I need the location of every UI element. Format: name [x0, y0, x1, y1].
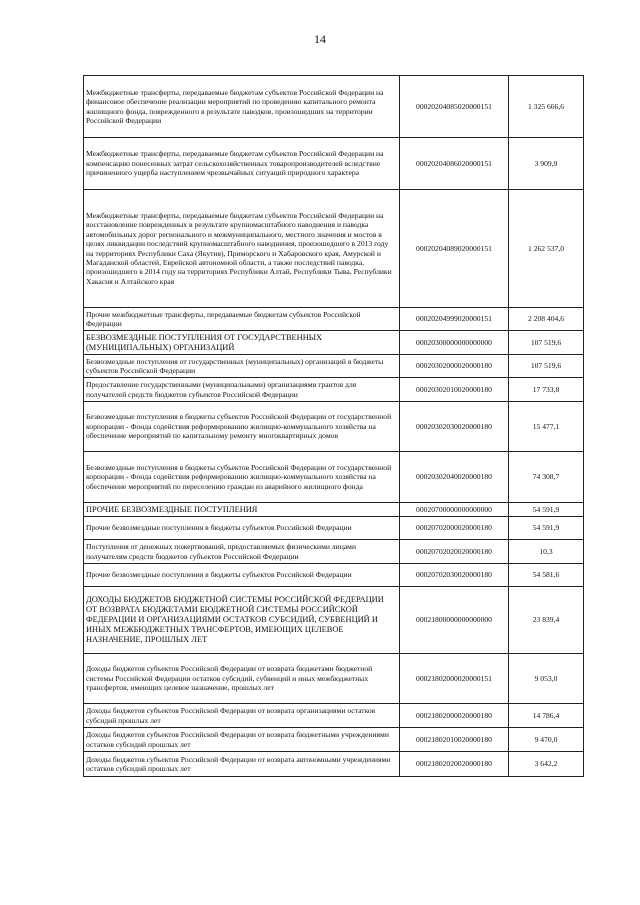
- table-row: [84, 654, 584, 704]
- row-amount: 1 262 537,0: [509, 190, 584, 308]
- row-code: 00020302030020000180: [400, 402, 509, 452]
- row-code: 00020702020020000180: [400, 540, 509, 564]
- row-code: 00021802020020000180: [400, 752, 509, 777]
- row-code: 00020702030020000180: [400, 564, 509, 587]
- table-body: [84, 76, 584, 777]
- row-amount: 9 470,0: [509, 728, 584, 752]
- row-code: 00021802010020000180: [400, 728, 509, 752]
- page-number: 14: [314, 32, 326, 46]
- row-code: 00021802000020000151: [400, 654, 509, 704]
- row-amount: 107 519,6: [509, 331, 584, 355]
- table-row: [84, 331, 584, 355]
- table-row: [84, 308, 584, 331]
- row-description: Поступления от денежных пожертвований, предоставляемых физическими лицами получателям средств бюджетов субъектов Российской Федерации: [84, 540, 400, 564]
- row-description: Доходы бюджетов субъектов Российской Федерации от возврата бюджетными учреждениями остатков субсидий прошлых лет: [84, 728, 400, 752]
- row-description: Безвозмездные поступления в бюджеты субъектов Российской Федерации от государственной корпорации - Фонда содействия реформированию жилищно-коммунального хозяйства на обеспечение мероприятий по переселению граждан из аварийного жилищного фонда: [84, 452, 400, 503]
- table-row: [84, 76, 584, 138]
- table-row: [84, 452, 584, 503]
- table-row: [84, 728, 584, 752]
- row-description: Межбюджетные трансферты, передаваемые бюджетам субъектов Российской Федерации на восстановление поврежденных в результате крупномасштабного наводнения и паводка автомобильных дорог регионального и межмуниципального, местного значения и мостов в целях ликвидации последствий крупномасштабного наводнения, произошедшего в 2013 году на территориях Республики Саха (Якутия), Приморского и Хабаровского края, Амурской и Магаданской областей, Еврейской автономной области, а также последствий паводка, произошедшего в 2014 году на территориях Республики Алтай, Республики Тыва, Республики Хакасия и Алтайского края: [84, 190, 400, 308]
- row-amount: 3 642,2: [509, 752, 584, 777]
- row-code: 00020700000000000000: [400, 503, 509, 517]
- row-description: Межбюджетные трансферты, передаваемые бюджетам субъектов Российской Федерации на финансовое обеспечение реализации мероприятий по проведению капитального ремонта жилищного фонда, поврежденного в результате паводков, произошедших на территории Российской Федерации: [84, 76, 400, 138]
- row-description: Прочие безвозмездные поступления в бюджеты субъектов Российской Федерации: [84, 564, 400, 587]
- row-amount: 15 477,1: [509, 402, 584, 452]
- table-row: [84, 355, 584, 378]
- row-code: 00020204089020000151: [400, 190, 509, 308]
- table-row: [84, 503, 584, 517]
- row-amount: 74 308,7: [509, 452, 584, 503]
- row-code: 00021802000020000180: [400, 704, 509, 728]
- row-description: Межбюджетные трансферты, передаваемые бюджетам субъектов Российской Федерации на компенсацию понесенных затрат сельскохозяйственных товаропроизводителей вследствие причиненного ущерба наступлением чрезвычайных ситуаций природного характера: [84, 138, 400, 190]
- row-description: БЕЗВОЗМЕЗДНЫЕ ПОСТУПЛЕНИЯ ОТ ГОСУДАРСТВЕННЫХ (МУНИЦИПАЛЬНЫХ) ОРГАНИЗАЦИЙ: [84, 331, 400, 355]
- row-code: 00020302040020000180: [400, 452, 509, 503]
- table-row: [84, 540, 584, 564]
- row-code: 00021800000000000000: [400, 587, 509, 654]
- row-amount: 107 519,6: [509, 355, 584, 378]
- row-description: Доходы бюджетов субъектов Российской Федерации от возврата организациями остатков субсидий прошлых лет: [84, 704, 400, 728]
- row-code: 00020204085020000151: [400, 76, 509, 138]
- row-amount: 9 053,0: [509, 654, 584, 704]
- row-amount: 23 839,4: [509, 587, 584, 654]
- table-row: [84, 138, 584, 190]
- row-amount: 54 591,9: [509, 503, 584, 517]
- table-row: [84, 704, 584, 728]
- row-description: ДОХОДЫ БЮДЖЕТОВ БЮДЖЕТНОЙ СИСТЕМЫ РОССИЙСКОЙ ФЕДЕРАЦИИ ОТ ВОЗВРАТА БЮДЖЕТАМИ БЮДЖЕТНОЙ СИСТЕМЫ РОССИЙСКОЙ ФЕДЕРАЦИИ И ОРГАНИЗАЦИЯМИ ОСТАТКОВ СУБСИДИЙ, СУБВЕНЦИЙ И ИНЫХ МЕЖБЮДЖЕТНЫХ ТРАНСФЕРТОВ, ИМЕЮЩИХ ЦЕЛЕВОЕ НАЗНАЧЕНИЕ, ПРОШЛЫХ ЛЕТ: [84, 587, 400, 654]
- row-code: 00020302000020000180: [400, 355, 509, 378]
- row-code: 00020204086020000151: [400, 138, 509, 190]
- row-amount: 54 581,6: [509, 564, 584, 587]
- row-code: 00020702000020000180: [400, 517, 509, 540]
- row-code: 00020300000000000000: [400, 331, 509, 355]
- table-row: [84, 378, 584, 402]
- row-description: ПРОЧИЕ БЕЗВОЗМЕЗДНЫЕ ПОСТУПЛЕНИЯ: [84, 503, 400, 517]
- row-amount: 3 909,9: [509, 138, 584, 190]
- row-description: Безвозмездные поступления в бюджеты субъектов Российской Федерации от государственной корпорации - Фонда содействия реформированию жилищно-коммунального хозяйства на обеспечение мероприятий по капитальному ремонту многоквартирных домов: [84, 402, 400, 452]
- row-description: Прочие безвозмездные поступления в бюджеты субъектов Российской Федерации: [84, 517, 400, 540]
- row-amount: 1 325 666,6: [509, 76, 584, 138]
- row-amount: 10,3: [509, 540, 584, 564]
- table-row: [84, 190, 584, 308]
- table-row: [84, 402, 584, 452]
- row-amount: 2 208 404,6: [509, 308, 584, 331]
- row-description: Доходы бюджетов субъектов Российской Федерации от возврата автономными учреждениями остатков субсидий прошлых лет: [84, 752, 400, 777]
- row-amount: 17 733,8: [509, 378, 584, 402]
- revenue-table: [83, 75, 584, 777]
- table-row: [84, 517, 584, 540]
- row-description: Доходы бюджетов субъектов Российской Федерации от возврата бюджетами бюджетной системы Российской Федерации остатков субсидий, субвенций и иных межбюджетных трансфертов, имеющих целевое назначение, прошлых лет: [84, 654, 400, 704]
- row-description: Прочие межбюджетные трансферты, передаваемые бюджетам субъектов Российской Федерации: [84, 308, 400, 331]
- table-row: [84, 752, 584, 777]
- row-description: Предоставление государственными (муниципальными) организациями грантов для получателей средств бюджетов субъектов Российской Федерации: [84, 378, 400, 402]
- row-code: 00020302010020000180: [400, 378, 509, 402]
- row-code: 00020204999020000151: [400, 308, 509, 331]
- table-row: [84, 587, 584, 654]
- row-description: Безвозмездные поступления от государственных (муниципальных) организаций в бюджеты субъектов Российской Федерации: [84, 355, 400, 378]
- row-amount: 14 786,4: [509, 704, 584, 728]
- table-row: [84, 564, 584, 587]
- row-amount: 54 591,9: [509, 517, 584, 540]
